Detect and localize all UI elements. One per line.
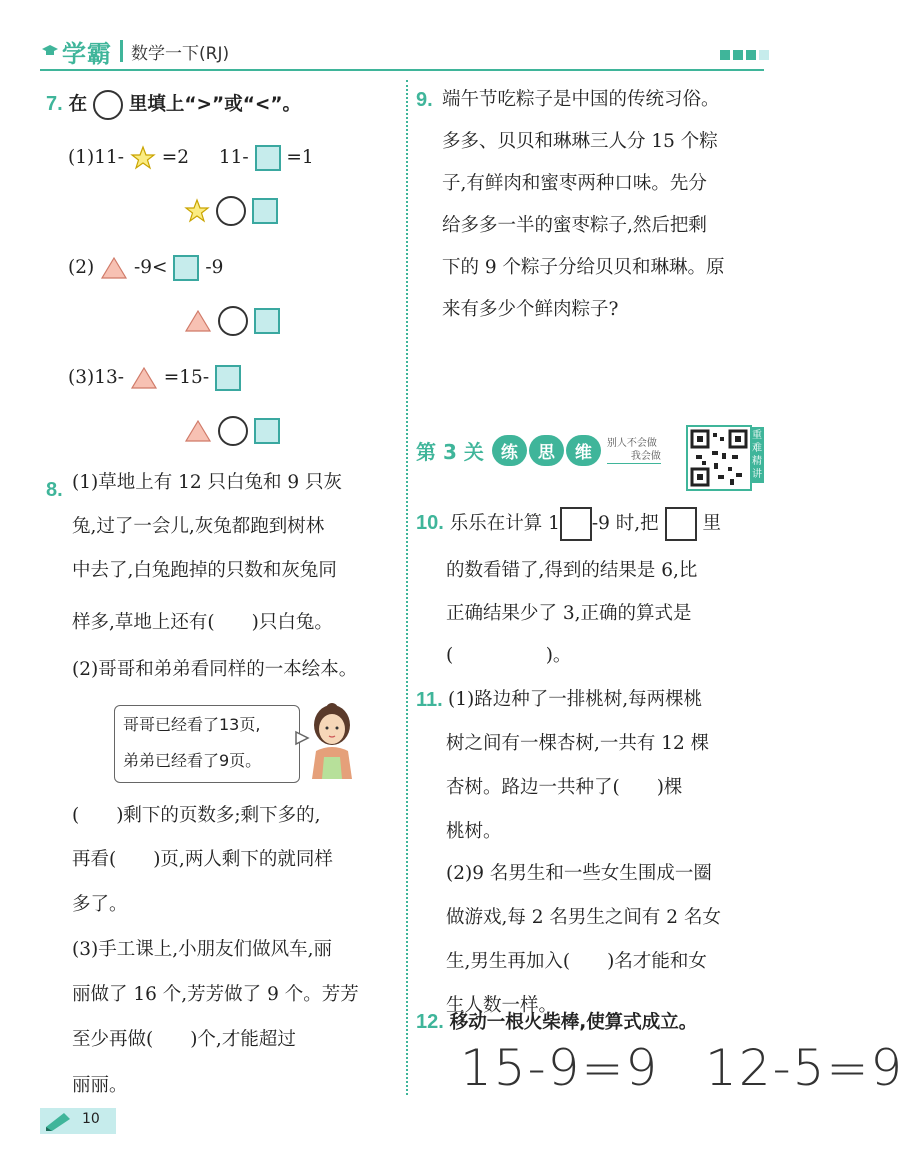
header-square	[720, 50, 730, 60]
stage-side-line: 我会做	[607, 450, 661, 464]
header-square	[759, 50, 769, 60]
compare-circle[interactable]	[218, 416, 248, 446]
q8-p2-after: ( )剩下的页数多;剩下多的,	[72, 805, 321, 826]
q7-p1-label: (1)11-	[68, 147, 124, 168]
triangle-icon	[184, 419, 212, 443]
header-square	[746, 50, 756, 60]
q10-line: 正确结果少了 3,正确的算式是	[446, 603, 692, 624]
q8-p3-line: 至少再做( )个,才能超过	[72, 1029, 296, 1050]
stage-pill-char: 思	[529, 435, 564, 466]
stage-header	[416, 430, 661, 470]
header-square	[733, 50, 743, 60]
pencil-icon	[44, 1111, 72, 1131]
q10-text-b: -9 时,把	[591, 513, 659, 534]
q7-part3	[68, 358, 241, 398]
graduation-cap-icon	[40, 41, 60, 61]
square-shape	[254, 308, 280, 334]
qr-side-char: 讲	[752, 469, 762, 480]
q11-p1-line: (1)路边种了一排桃树,每两棵桃	[448, 689, 703, 710]
q8-p2-line: (2)哥哥和弟弟看同样的一本绘本。	[72, 659, 358, 680]
q7-p2-compare	[184, 306, 280, 336]
page-tab	[40, 1108, 116, 1134]
q7-p2-mid: -9<	[134, 257, 168, 278]
q10-line: 的数看错了,得到的结果是 6,比	[446, 560, 698, 581]
star-icon	[184, 198, 210, 224]
book-title: 数学一下(RJ)	[131, 43, 230, 64]
square-shape	[173, 255, 199, 281]
header-rule	[40, 69, 764, 71]
q9-line: 下的 9 个粽子分给贝贝和琳琳。原	[442, 257, 725, 278]
brand-name: 学霸	[62, 39, 112, 68]
triangle-icon	[130, 366, 158, 390]
q8-number: 8.	[46, 479, 63, 501]
stage-side-text	[607, 437, 661, 464]
bubble-line: 弟弟已经看了9页。	[123, 751, 262, 770]
q8-p3-line: 丽丽。	[72, 1075, 128, 1096]
qr-side-char: 重	[752, 430, 762, 441]
square-shape	[254, 418, 280, 444]
qr-side-label	[750, 427, 764, 483]
q11-p2-line: (2)9 名男生和一些女生围成一圈	[446, 863, 712, 884]
bubble-line: 哥哥已经看了13页,	[123, 715, 261, 734]
q7-title-a: 在	[68, 94, 88, 115]
q10-line: ( )。	[446, 645, 572, 666]
stage-side-line: 别人不会做	[606, 437, 657, 449]
q11-p2-line: 做游戏,每 2 名男生之间有 2 名女	[446, 907, 721, 928]
q9-line: 来有多少个鲜肉粽子?	[442, 299, 619, 320]
page-number: 10	[82, 1111, 100, 1127]
compare-circle[interactable]	[216, 196, 246, 226]
star-icon	[130, 145, 156, 171]
q7-p1-eq2: =1	[286, 147, 314, 168]
q10-number: 10.	[416, 512, 444, 534]
girl-illustration-icon	[306, 703, 358, 779]
square-shape	[255, 145, 281, 171]
blank-box[interactable]	[560, 507, 592, 541]
q8-p1-line: 样多,草地上还有( )只白兔。	[72, 612, 333, 633]
q7-p2-end: -9	[205, 257, 224, 278]
q9-line: 给多多一半的蜜枣粽子,然后把剩	[442, 215, 707, 236]
stage-label: 第 3 关	[416, 439, 484, 464]
q11-p2-line: 生,男生再加入( )名才能和女	[446, 951, 707, 972]
q7-p3-mid: =15-	[163, 367, 210, 388]
q7-p3-compare	[184, 416, 280, 446]
q8-p3-line: 丽做了 16 个,芳芳做了 9 个。芳芳	[72, 984, 359, 1005]
q12-title-text: 移动一根火柴棒,使算式成立。	[449, 1012, 698, 1033]
q7-p1-mid: 11-	[218, 147, 249, 168]
q11-p1-line: 桃树。	[446, 821, 502, 842]
q10-text-c: 里	[702, 513, 721, 534]
q11-p2-line: 生人数一样。	[446, 995, 558, 1016]
square-shape	[252, 198, 278, 224]
q11-p1-line: 树之间有一棵杏树,一共有 12 棵	[446, 733, 710, 754]
q7-p1-compare	[184, 196, 278, 226]
q8-p2-after: 多了。	[72, 894, 128, 915]
stage-pill-char: 练	[492, 435, 527, 466]
qr-code-icon	[688, 427, 750, 489]
circle-shape	[93, 90, 123, 120]
q8-p1-line: 兔,过了一会儿,灰兔都跑到树林	[72, 516, 325, 537]
q12-number: 12.	[416, 1011, 444, 1033]
q8-p1-line: (1)草地上有 12 只白兔和 9 只灰	[72, 472, 343, 493]
qr-side-char: 难	[752, 443, 762, 454]
q10-first-line	[416, 503, 721, 544]
q7-title-b: 里填上“>”或“<”。	[128, 94, 302, 115]
q9-line: 多多、贝贝和琳琳三人分 15 个粽	[442, 131, 718, 152]
qr-side-char: 精	[752, 456, 762, 467]
square-shape	[215, 365, 241, 391]
matchstick-equation-2: 12-5=9	[705, 1039, 904, 1097]
q9-line: 端午节吃粽子是中国的传统习俗。	[442, 89, 720, 110]
stage-pill-char: 维	[566, 435, 601, 466]
brand-separator	[120, 40, 123, 62]
q11-number: 11.	[416, 689, 443, 711]
q7-part2	[68, 248, 223, 288]
q8-p1-line: 中去了,白兔跑掉的只数和灰兔同	[72, 560, 337, 581]
qr-code[interactable]	[686, 425, 752, 491]
q8-p2-after: 再看( )页,两人剩下的就同样	[72, 849, 333, 870]
matchstick-equations	[460, 1036, 904, 1100]
q9-line: 子,有鲜肉和蜜枣两种口味。先分	[442, 173, 707, 194]
q7-p3-label: (3)13-	[68, 367, 124, 388]
q7-p1-eq1: =2	[161, 147, 190, 168]
column-divider	[406, 80, 408, 1095]
q9-number: 9.	[416, 89, 433, 111]
q10-text-a: 乐乐在计算 1	[449, 513, 560, 534]
q7-title	[46, 84, 301, 125]
q7-number: 7.	[46, 93, 63, 115]
brand-logo	[40, 34, 229, 68]
speech-bubble	[114, 705, 300, 783]
q8-p3-line: (3)手工课上,小朋友们做风车,丽	[72, 939, 332, 960]
triangle-icon	[100, 256, 128, 280]
compare-circle[interactable]	[218, 306, 248, 336]
triangle-icon	[184, 309, 212, 333]
q7-p2-label: (2)	[68, 257, 95, 278]
blank-box[interactable]	[665, 507, 697, 541]
matchstick-equation-1: 15-9=9	[460, 1039, 660, 1097]
q7-part1	[68, 138, 314, 178]
q11-p1-line: 杏树。路边一共种了( )棵	[446, 777, 683, 798]
